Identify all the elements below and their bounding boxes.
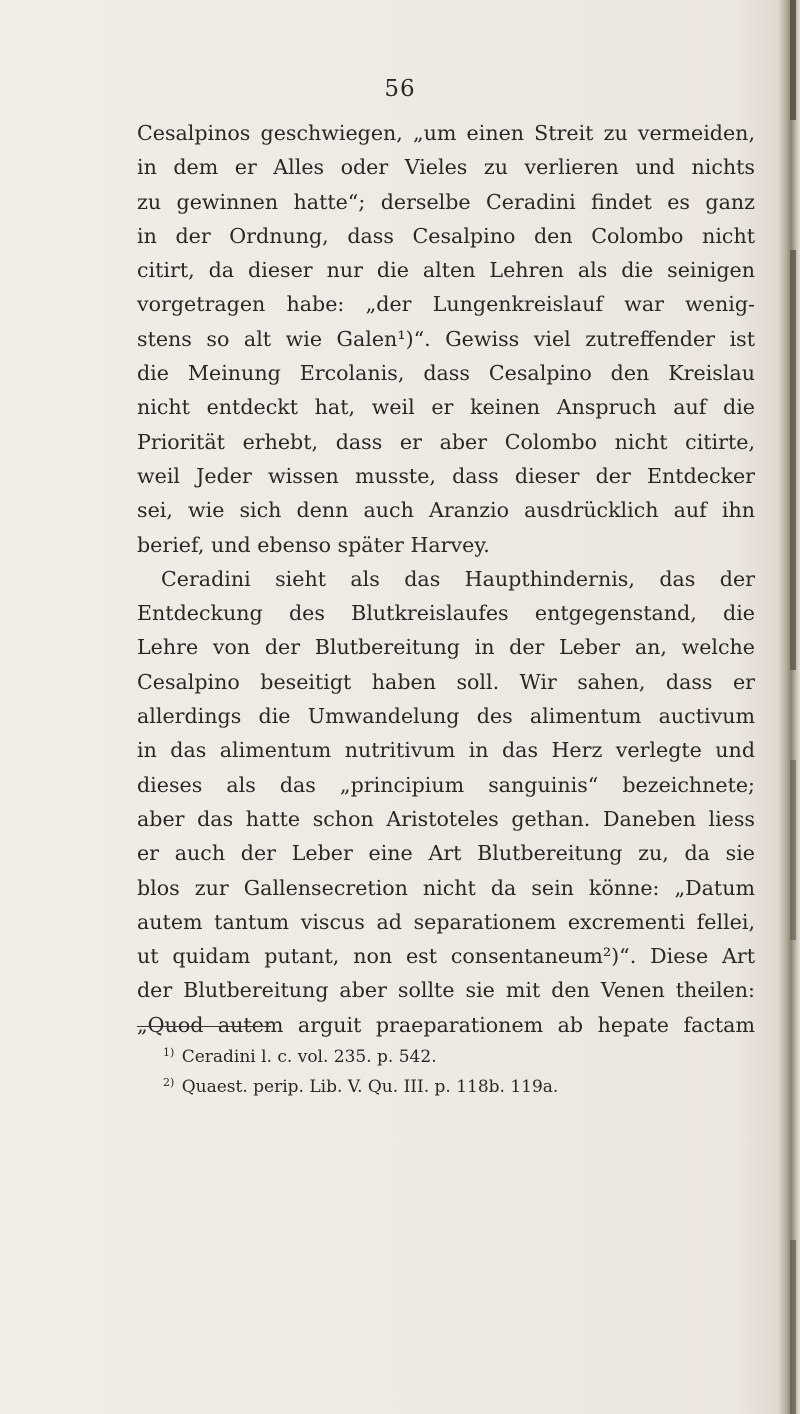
text-line: zu gewinnen hatte“; derselbe Ceradini findet es ganz [137,189,755,214]
footnote-text: Quaest. perip. Lib. V. Qu. III. p. 118b. 119a. [181,1077,559,1097]
text-line: allerdings die Umwandelung des alimentum auctivum [137,704,755,729]
text-line: Cesalpino beseitigt haben soll. Wir sahen, dass er [137,669,755,694]
text-line: ut quidam putant, non est consentaneum²)“. Diese Art [137,944,755,969]
footnote-marker: 2) [163,1076,175,1089]
text-line: er auch der Leber eine Art Blutbereitung zu, da sie [137,841,755,866]
text-line: Ceradini sieht als das Haupthindernis, das der [161,566,755,591]
text-line: autem tantum viscus ad separationem excrementi fellei, [137,909,755,934]
page-edge-shadow [778,0,800,1414]
text-line: in der Ordnung, dass Cesalpino den Colombo nicht [137,223,755,248]
text-line: in dem er Alles oder Vieles zu verlieren und nichts [137,155,755,180]
footnote-text: Ceradini l. c. vol. 235. p. 542. [181,1047,437,1067]
text-line: aber das hatte schon Aristoteles gethan. Daneben liess [137,806,755,831]
text-line: sei, wie sich denn auch Aranzio ausdrücklich auf ihn [137,498,755,523]
text-line: weil Jeder wissen musste, dass dieser der Entdecker [137,463,755,488]
page-number: 56 [384,76,416,102]
body-text [137,116,755,1042]
page-edge-dark-band [790,1240,796,1414]
text-line: vorgetragen habe: „der Lungenkreislauf war wenig- [137,292,755,317]
page-edge-dark-band [790,0,796,120]
text-line: stens so alt wie Galen¹)“. Gewiss viel zutreffender ist [137,326,755,351]
page-edge-dark-band [790,760,796,940]
text-line: der Blutbereitung aber sollte sie mit den Venen theilen: [137,978,755,1003]
text-line: Lehre von der Blutbereitung in der Leber an, welche [137,635,755,660]
text-line: Cesalpinos geschwiegen, „um einen Streit zu vermeiden, [137,121,755,145]
text-line: blos zur Gallensecretion nicht da sein könne: „Datum [137,875,755,900]
footnote-divider [137,1026,271,1027]
text-line: die Meinung Ercolanis, dass Cesalpino den Kreislau [137,361,755,386]
footnotes [163,1040,743,1100]
text-line: „Quod autem arguit praeparationem ab hepate factam [137,1012,755,1037]
footnote [163,1070,743,1100]
text-line: in das alimentum nutritivum in das Herz verlegte und [137,738,755,763]
page-edge-dark-band [790,250,796,670]
text-line: citirt, da dieser nur die alten Lehren als die seinigen [137,258,755,283]
text-line: Entdeckung des Blutkreislaufes entgegenstand, die [137,601,755,626]
text-line: nicht entdeckt hat, weil er keinen Anspruch auf die [137,395,755,420]
footnote [163,1040,743,1070]
text-line: dieses als das „principium sanguinis“ bezeichnete; [137,772,755,797]
text-line: berief, und ebenso später Harvey. [137,532,490,557]
text-line: Priorität erhebt, dass er aber Colombo nicht citirte, [137,429,755,454]
footnote-marker: 1) [163,1046,175,1059]
